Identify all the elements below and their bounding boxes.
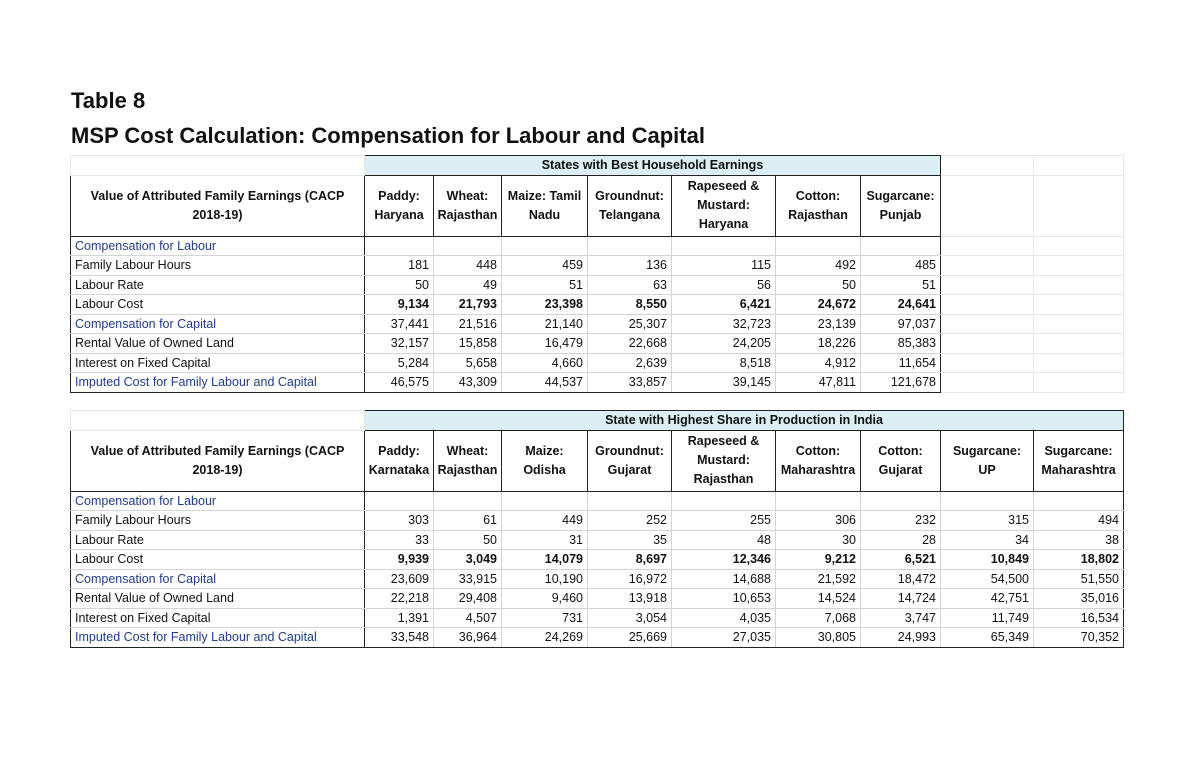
row-label: Interest on Fixed Capital [71,608,365,628]
table-cell: 459 [502,256,588,276]
table-cell: 11,749 [941,608,1034,628]
table-cell: 24,641 [861,295,941,315]
table-cell: 3,049 [434,550,502,570]
corner-label: Value of Attributed Family Earnings (CACP 2018-19) [71,175,365,236]
table-cell: 10,849 [941,550,1034,570]
table-cell: 43,309 [434,373,502,393]
table-row [71,256,1124,276]
table-cell: 16,479 [502,334,588,354]
table-cell: 16,972 [588,569,672,589]
table-cell: 37,441 [365,314,434,334]
row-label: Rental Value of Owned Land [71,334,365,354]
table-cell: 4,507 [434,608,502,628]
table-cell: 33,915 [434,569,502,589]
group-header: States with Best Household Earnings [365,156,941,176]
table-cell: 33,857 [588,373,672,393]
column-header: Wheat: Rajasthan [434,175,502,236]
row-label: Labour Rate [71,275,365,295]
row-label: Compensation for Labour [71,236,365,256]
table-cell: 36,964 [434,628,502,648]
table-cell [776,491,861,511]
table-cell: 35 [588,530,672,550]
table-cell: 97,037 [861,314,941,334]
table-cell: 51,550 [1034,569,1124,589]
table-cell: 494 [1034,511,1124,531]
table-cell: 10,190 [502,569,588,589]
table-cell: 50 [434,530,502,550]
table-best-household-earnings [70,155,1124,393]
table-cell: 11,654 [861,353,941,373]
table-cell: 8,697 [588,550,672,570]
row-label: Compensation for Labour [71,491,365,511]
table-cell: 3,054 [588,608,672,628]
column-header: Rapeseed & Mustard: Haryana [672,175,776,236]
table-cell: 303 [365,511,434,531]
table-cell: 29,408 [434,589,502,609]
column-header: Maize: Tamil Nadu [502,175,588,236]
table-highest-production-share [70,410,1124,648]
table-cell: 22,668 [588,334,672,354]
table-cell: 306 [776,511,861,531]
corner-label: Value of Attributed Family Earnings (CACP 2018-19) [71,430,365,491]
table-cell: 16,534 [1034,608,1124,628]
table-cell: 13,918 [588,589,672,609]
table-cell: 18,472 [861,569,941,589]
table-cell: 181 [365,256,434,276]
table-cell: 48 [672,530,776,550]
table-cell: 46,575 [365,373,434,393]
table-cell [588,491,672,511]
table-cell: 38 [1034,530,1124,550]
column-header: Cotton: Gujarat [861,430,941,491]
row-label: Family Labour Hours [71,256,365,276]
table-cell: 33,548 [365,628,434,648]
table-cell: 9,212 [776,550,861,570]
table-cell: 492 [776,256,861,276]
table-cell: 6,521 [861,550,941,570]
column-header-row [71,175,1124,236]
row-label: Imputed Cost for Family Labour and Capital [71,373,365,393]
table-cell: 56 [672,275,776,295]
table-cell: 50 [776,275,861,295]
table-cell: 47,811 [776,373,861,393]
table-row [71,569,1124,589]
table-row [71,589,1124,609]
table-cell: 14,079 [502,550,588,570]
table-cell: 21,516 [434,314,502,334]
table-cell [776,236,861,256]
row-label: Rental Value of Owned Land [71,589,365,609]
table-cell [502,491,588,511]
column-header: Groundnut: Telangana [588,175,672,236]
table-cell: 8,518 [672,353,776,373]
table-cell: 21,793 [434,295,502,315]
table-cell: 1,391 [365,608,434,628]
table-row [71,608,1124,628]
table-cell: 21,592 [776,569,861,589]
table-cell [588,236,672,256]
table-cell: 34 [941,530,1034,550]
table-cell [502,236,588,256]
table-cell: 28 [861,530,941,550]
table-cell: 18,226 [776,334,861,354]
table-cell: 30 [776,530,861,550]
table-cell: 4,660 [502,353,588,373]
table-cell: 252 [588,511,672,531]
table-cell: 49 [434,275,502,295]
table-cell [365,236,434,256]
table-cell: 35,016 [1034,589,1124,609]
table-cell [434,491,502,511]
group-header: State with Highest Share in Production in India [365,411,1124,431]
column-header: Maize: Odisha [502,430,588,491]
table-row [71,314,1124,334]
table-cell: 51 [861,275,941,295]
table-cell: 14,688 [672,569,776,589]
table-cell: 25,669 [588,628,672,648]
table-cell: 2,639 [588,353,672,373]
table-cell: 42,751 [941,589,1034,609]
table-cell: 7,068 [776,608,861,628]
table-cell: 23,139 [776,314,861,334]
table-cell: 85,383 [861,334,941,354]
column-header: Rapeseed & Mustard: Rajasthan [672,430,776,491]
table-cell: 4,035 [672,608,776,628]
table-cell: 70,352 [1034,628,1124,648]
row-label: Imputed Cost for Family Labour and Capital [71,628,365,648]
table-cell: 115 [672,256,776,276]
table-cell: 5,284 [365,353,434,373]
table-cell: 31 [502,530,588,550]
table-title: MSP Cost Calculation: Compensation for Labour and Capital [71,123,705,148]
table-cell: 6,421 [672,295,776,315]
table-cell: 3,747 [861,608,941,628]
table-cell: 136 [588,256,672,276]
table-cell: 51 [502,275,588,295]
table-row [71,550,1124,570]
table-number: Table 8 [71,88,146,113]
table-cell: 33 [365,530,434,550]
group-header-row [71,411,1124,431]
table-cell: 5,658 [434,353,502,373]
column-header: Sugarcane: UP [941,430,1034,491]
table-cell: 449 [502,511,588,531]
table-cell: 18,802 [1034,550,1124,570]
row-label: Compensation for Capital [71,569,365,589]
table-cell: 50 [365,275,434,295]
table-cell: 9,460 [502,589,588,609]
column-header: Paddy: Haryana [365,175,434,236]
column-header: Groundnut: Gujarat [588,430,672,491]
table-cell: 12,346 [672,550,776,570]
table-cell: 32,157 [365,334,434,354]
table-cell: 8,550 [588,295,672,315]
table-cell: 32,723 [672,314,776,334]
table-cell: 14,724 [861,589,941,609]
table-cell: 14,524 [776,589,861,609]
table-cell [861,491,941,511]
column-header: Sugarcane: Punjab [861,175,941,236]
table-cell [1034,491,1124,511]
table-cell: 44,537 [502,373,588,393]
row-label: Labour Cost [71,295,365,315]
table-cell [672,491,776,511]
table-row [71,511,1124,531]
column-header: Paddy: Karnataka [365,430,434,491]
table-cell [861,236,941,256]
table-cell: 23,609 [365,569,434,589]
table-cell: 121,678 [861,373,941,393]
table-cell: 448 [434,256,502,276]
row-label: Interest on Fixed Capital [71,353,365,373]
table-cell: 24,205 [672,334,776,354]
table-cell: 24,672 [776,295,861,315]
row-label: Family Labour Hours [71,511,365,531]
table-row [71,334,1124,354]
table-row [71,530,1124,550]
table-cell: 54,500 [941,569,1034,589]
table-row [71,373,1124,393]
table-row [71,236,1124,256]
table-cell: 9,939 [365,550,434,570]
table-cell: 731 [502,608,588,628]
table-cell: 39,145 [672,373,776,393]
table-cell: 255 [672,511,776,531]
table-row [71,628,1124,648]
table-cell: 24,269 [502,628,588,648]
table-cell: 485 [861,256,941,276]
table-cell: 61 [434,511,502,531]
table-cell [365,491,434,511]
table-row [71,275,1124,295]
table-cell: 30,805 [776,628,861,648]
table-cell [941,491,1034,511]
table-cell: 15,858 [434,334,502,354]
column-header: Cotton: Rajasthan [776,175,861,236]
table-cell: 315 [941,511,1034,531]
table-cell: 23,398 [502,295,588,315]
table-cell: 25,307 [588,314,672,334]
row-label: Labour Cost [71,550,365,570]
group-header-row [71,156,1124,176]
table-row [71,491,1124,511]
table-cell: 10,653 [672,589,776,609]
table-cell: 24,993 [861,628,941,648]
table-cell: 232 [861,511,941,531]
column-header: Wheat: Rajasthan [434,430,502,491]
row-label: Compensation for Capital [71,314,365,334]
table-cell: 27,035 [672,628,776,648]
table-cell: 9,134 [365,295,434,315]
table-cell [434,236,502,256]
table-row [71,295,1124,315]
table-cell: 4,912 [776,353,861,373]
table-cell [672,236,776,256]
table-row [71,353,1124,373]
table-cell: 21,140 [502,314,588,334]
column-header-row [71,430,1124,491]
table-cell: 65,349 [941,628,1034,648]
table-cell: 63 [588,275,672,295]
column-header: Sugarcane: Maharashtra [1034,430,1124,491]
row-label: Labour Rate [71,530,365,550]
column-header: Cotton: Maharashtra [776,430,861,491]
table-cell: 22,218 [365,589,434,609]
